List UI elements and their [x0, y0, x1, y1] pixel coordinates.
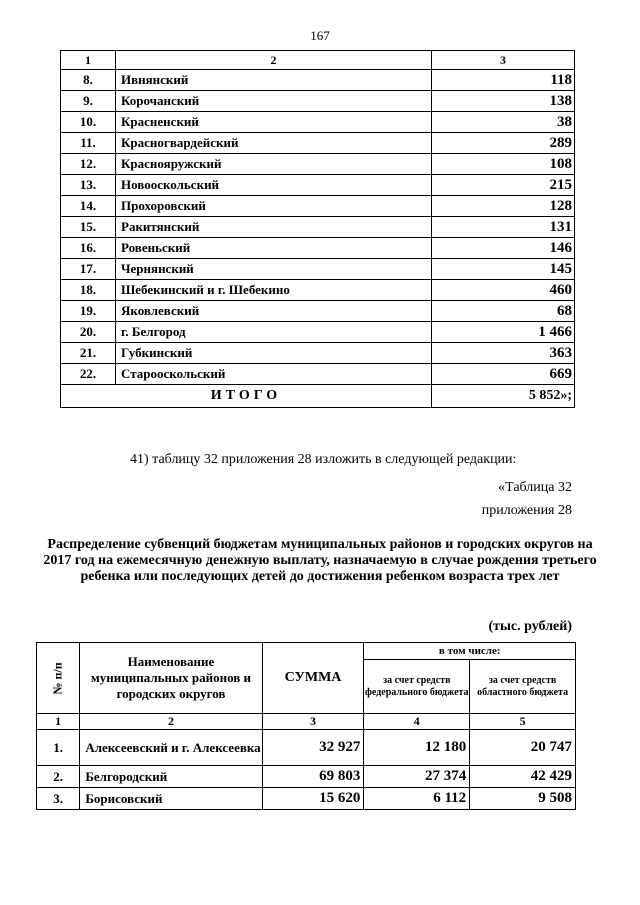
- table-label-line2: приложения 28: [481, 503, 572, 518]
- federal-value: 6 112: [364, 788, 470, 810]
- col-num-3: 3: [262, 714, 364, 730]
- table-row: [37, 788, 576, 810]
- district-value: 460: [432, 280, 575, 301]
- table-row: [61, 217, 575, 238]
- district-value: 215: [432, 175, 575, 196]
- regional-value: 42 429: [470, 766, 576, 788]
- district-value: 1 466: [432, 322, 575, 343]
- table-label-line1: «Таблица 32: [498, 480, 572, 495]
- units-label: (тыс. рублей): [488, 619, 572, 634]
- district-name: Старооскольский: [116, 364, 432, 385]
- district-value: 363: [432, 343, 575, 364]
- district-value: 118: [432, 70, 575, 91]
- row-number: 16.: [61, 238, 116, 259]
- sum-value: 69 803: [262, 766, 364, 788]
- district-name: Ровеньский: [116, 238, 432, 259]
- row-number: 10.: [61, 112, 116, 133]
- federal-value: 27 374: [364, 766, 470, 788]
- row-number: 17.: [61, 259, 116, 280]
- header-regional: за счет средств областного бюджета: [470, 660, 576, 714]
- col-num-4: 4: [364, 714, 470, 730]
- col-num-2: 2: [80, 714, 262, 730]
- table-row: [61, 238, 575, 259]
- paragraph-41: 41) таблицу 32 приложения 28 изложить в следующей редакции:: [130, 452, 517, 467]
- table-row: [61, 280, 575, 301]
- header-num-text: № п/п: [50, 662, 65, 695]
- table-row: [61, 343, 575, 364]
- district-name: Ракитянский: [116, 217, 432, 238]
- regional-value: 9 508: [470, 788, 576, 810]
- page-number: 167: [310, 28, 330, 43]
- total-label: ИТОГО: [61, 385, 432, 408]
- table-row: [61, 301, 575, 322]
- row-number: 1.: [37, 730, 80, 766]
- row-number: 13.: [61, 175, 116, 196]
- subventions-table: [36, 642, 576, 810]
- district-name: Чернянский: [116, 259, 432, 280]
- header-sum: СУММА: [262, 643, 364, 714]
- district-value: 131: [432, 217, 575, 238]
- district-value: 128: [432, 196, 575, 217]
- row-number: 8.: [61, 70, 116, 91]
- row-number: 18.: [61, 280, 116, 301]
- district-value: 38: [432, 112, 575, 133]
- district-name: Красногвардейский: [116, 133, 432, 154]
- header-federal: за счет средств федерального бюджета: [364, 660, 470, 714]
- table-row: [61, 175, 575, 196]
- district-name: Краснояружский: [116, 154, 432, 175]
- district-value: 669: [432, 364, 575, 385]
- row-number: 2.: [37, 766, 80, 788]
- district-name: Прохоровский: [116, 196, 432, 217]
- col-num-5: 5: [470, 714, 576, 730]
- district-value: 108: [432, 154, 575, 175]
- row-number: 19.: [61, 301, 116, 322]
- district-name: Новооскольский: [116, 175, 432, 196]
- district-value: 289: [432, 133, 575, 154]
- district-value: 146: [432, 238, 575, 259]
- district-name: Ивнянский: [116, 70, 432, 91]
- header-row-1: [37, 643, 576, 660]
- sum-value: 15 620: [262, 788, 364, 810]
- district-name: Красненский: [116, 112, 432, 133]
- row-number: 3.: [37, 788, 80, 810]
- table-row: [61, 112, 575, 133]
- total-row: [61, 385, 575, 408]
- table-row: [61, 364, 575, 385]
- district-name: Губкинский: [116, 343, 432, 364]
- district-name: Яковлевский: [116, 301, 432, 322]
- header-name: Наименование муниципальных районов и городских округов: [80, 643, 262, 714]
- col-num-1: 1: [37, 714, 80, 730]
- row-number: 20.: [61, 322, 116, 343]
- federal-value: 12 180: [364, 730, 470, 766]
- row-number: 21.: [61, 343, 116, 364]
- row-number: 14.: [61, 196, 116, 217]
- table-row: [61, 259, 575, 280]
- table-row: [61, 196, 575, 217]
- header-num: [37, 643, 80, 714]
- row-number: 11.: [61, 133, 116, 154]
- row-number: 9.: [61, 91, 116, 112]
- column-numbers-row: [37, 714, 576, 730]
- regional-value: 20 747: [470, 730, 576, 766]
- district-value: 145: [432, 259, 575, 280]
- table-heading: Распределение субвенций бюджетам муниципальных районов и городских округов на 2017 год на ежемесячную денежную выплату, назначаемую в случае рождения третьего ребенка или последующих детей до достижения ребенком возраста трех лет: [43, 537, 597, 584]
- districts-table: [60, 50, 575, 408]
- col-header-2: 2: [116, 51, 432, 70]
- row-number: 22.: [61, 364, 116, 385]
- table-row: [61, 91, 575, 112]
- table-row: [61, 133, 575, 154]
- col-header-3: 3: [432, 51, 575, 70]
- col-header-1: 1: [61, 51, 116, 70]
- district-name: г. Белгород: [116, 322, 432, 343]
- table-row: [61, 154, 575, 175]
- row-number: 12.: [61, 154, 116, 175]
- district-name: Алексеевский и г. Алексеевка: [80, 730, 262, 766]
- district-name: Шебекинский и г. Шебекино: [116, 280, 432, 301]
- district-name: Корочанский: [116, 91, 432, 112]
- header-including: в том числе:: [364, 643, 576, 660]
- table-row: [61, 70, 575, 91]
- table-header-row: [61, 51, 575, 70]
- row-number: 15.: [61, 217, 116, 238]
- district-value: 68: [432, 301, 575, 322]
- total-value: 5 852»;: [432, 385, 575, 408]
- district-value: 138: [432, 91, 575, 112]
- table-row: [37, 730, 576, 766]
- sum-value: 32 927: [262, 730, 364, 766]
- district-name: Белгородский: [80, 766, 262, 788]
- table-row: [61, 322, 575, 343]
- table-row: [37, 766, 576, 788]
- district-name: Борисовский: [80, 788, 262, 810]
